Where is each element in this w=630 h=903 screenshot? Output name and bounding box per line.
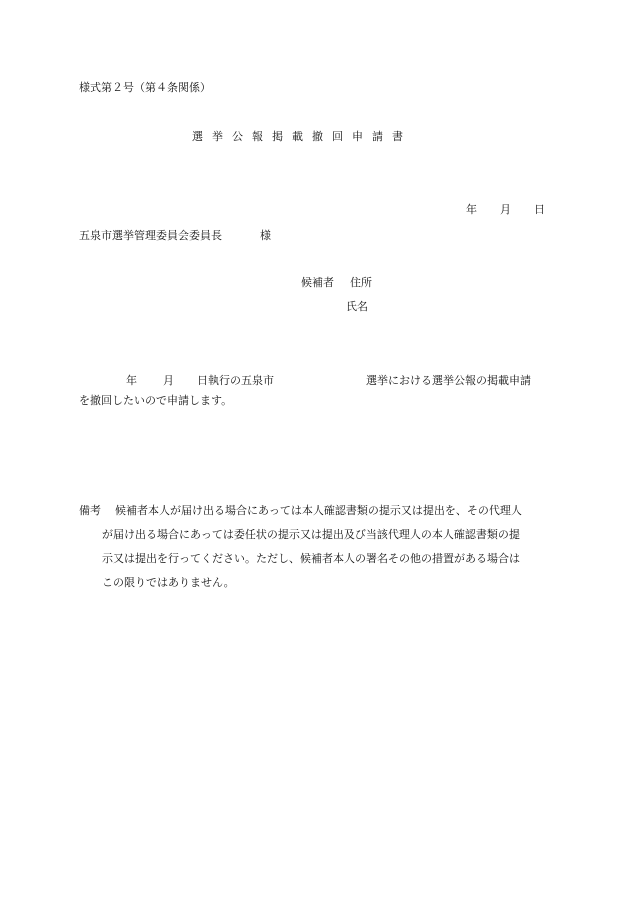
date-day-label: 日 [534, 203, 545, 216]
remarks-line-1: 候補者本人が届け出る場合にあっては本人確認書類の提示又は提出を、その代理人 [115, 504, 522, 517]
remarks-heading [79, 505, 115, 516]
body-execution-text: 日執行の五泉市 [197, 374, 274, 387]
remarks-line-4: この限りではありません。 [102, 576, 235, 589]
remarks-line-2: が届け出る場合にあっては委任状の提示又は提出及び当該代理人の本人確認書類の提 [102, 528, 520, 541]
remarks-heading-label: 備考 [79, 504, 101, 517]
candidate-label: 候補者 [301, 276, 334, 289]
date-month-label: 月 [500, 203, 511, 216]
body-line-1 [126, 375, 531, 386]
candidate-address-label: 住所 [350, 276, 372, 289]
remarks-line-3: 示又は提出を行ってください。ただし、候補者本人の署名その他の措置がある場合は [102, 552, 520, 565]
addressee-honorific: 様 [260, 229, 271, 242]
addressee [79, 230, 271, 241]
addressee-name: 五泉市選挙管理委員会委員長 [79, 229, 222, 242]
body-election-text: 選挙における選挙公報の掲載申請 [366, 374, 531, 387]
document-title: 選挙公報掲載撤回申請書 [192, 130, 412, 143]
form-number: 様式第２号（第４条関係） [79, 81, 211, 94]
body-month-label: 月 [163, 374, 174, 387]
body-year-label: 年 [126, 374, 137, 387]
date-line [466, 204, 545, 215]
candidate-name-label: 氏名 [346, 300, 368, 313]
body-line-2: を撤回したいので申請します。 [79, 394, 233, 407]
date-year-label: 年 [466, 203, 477, 216]
